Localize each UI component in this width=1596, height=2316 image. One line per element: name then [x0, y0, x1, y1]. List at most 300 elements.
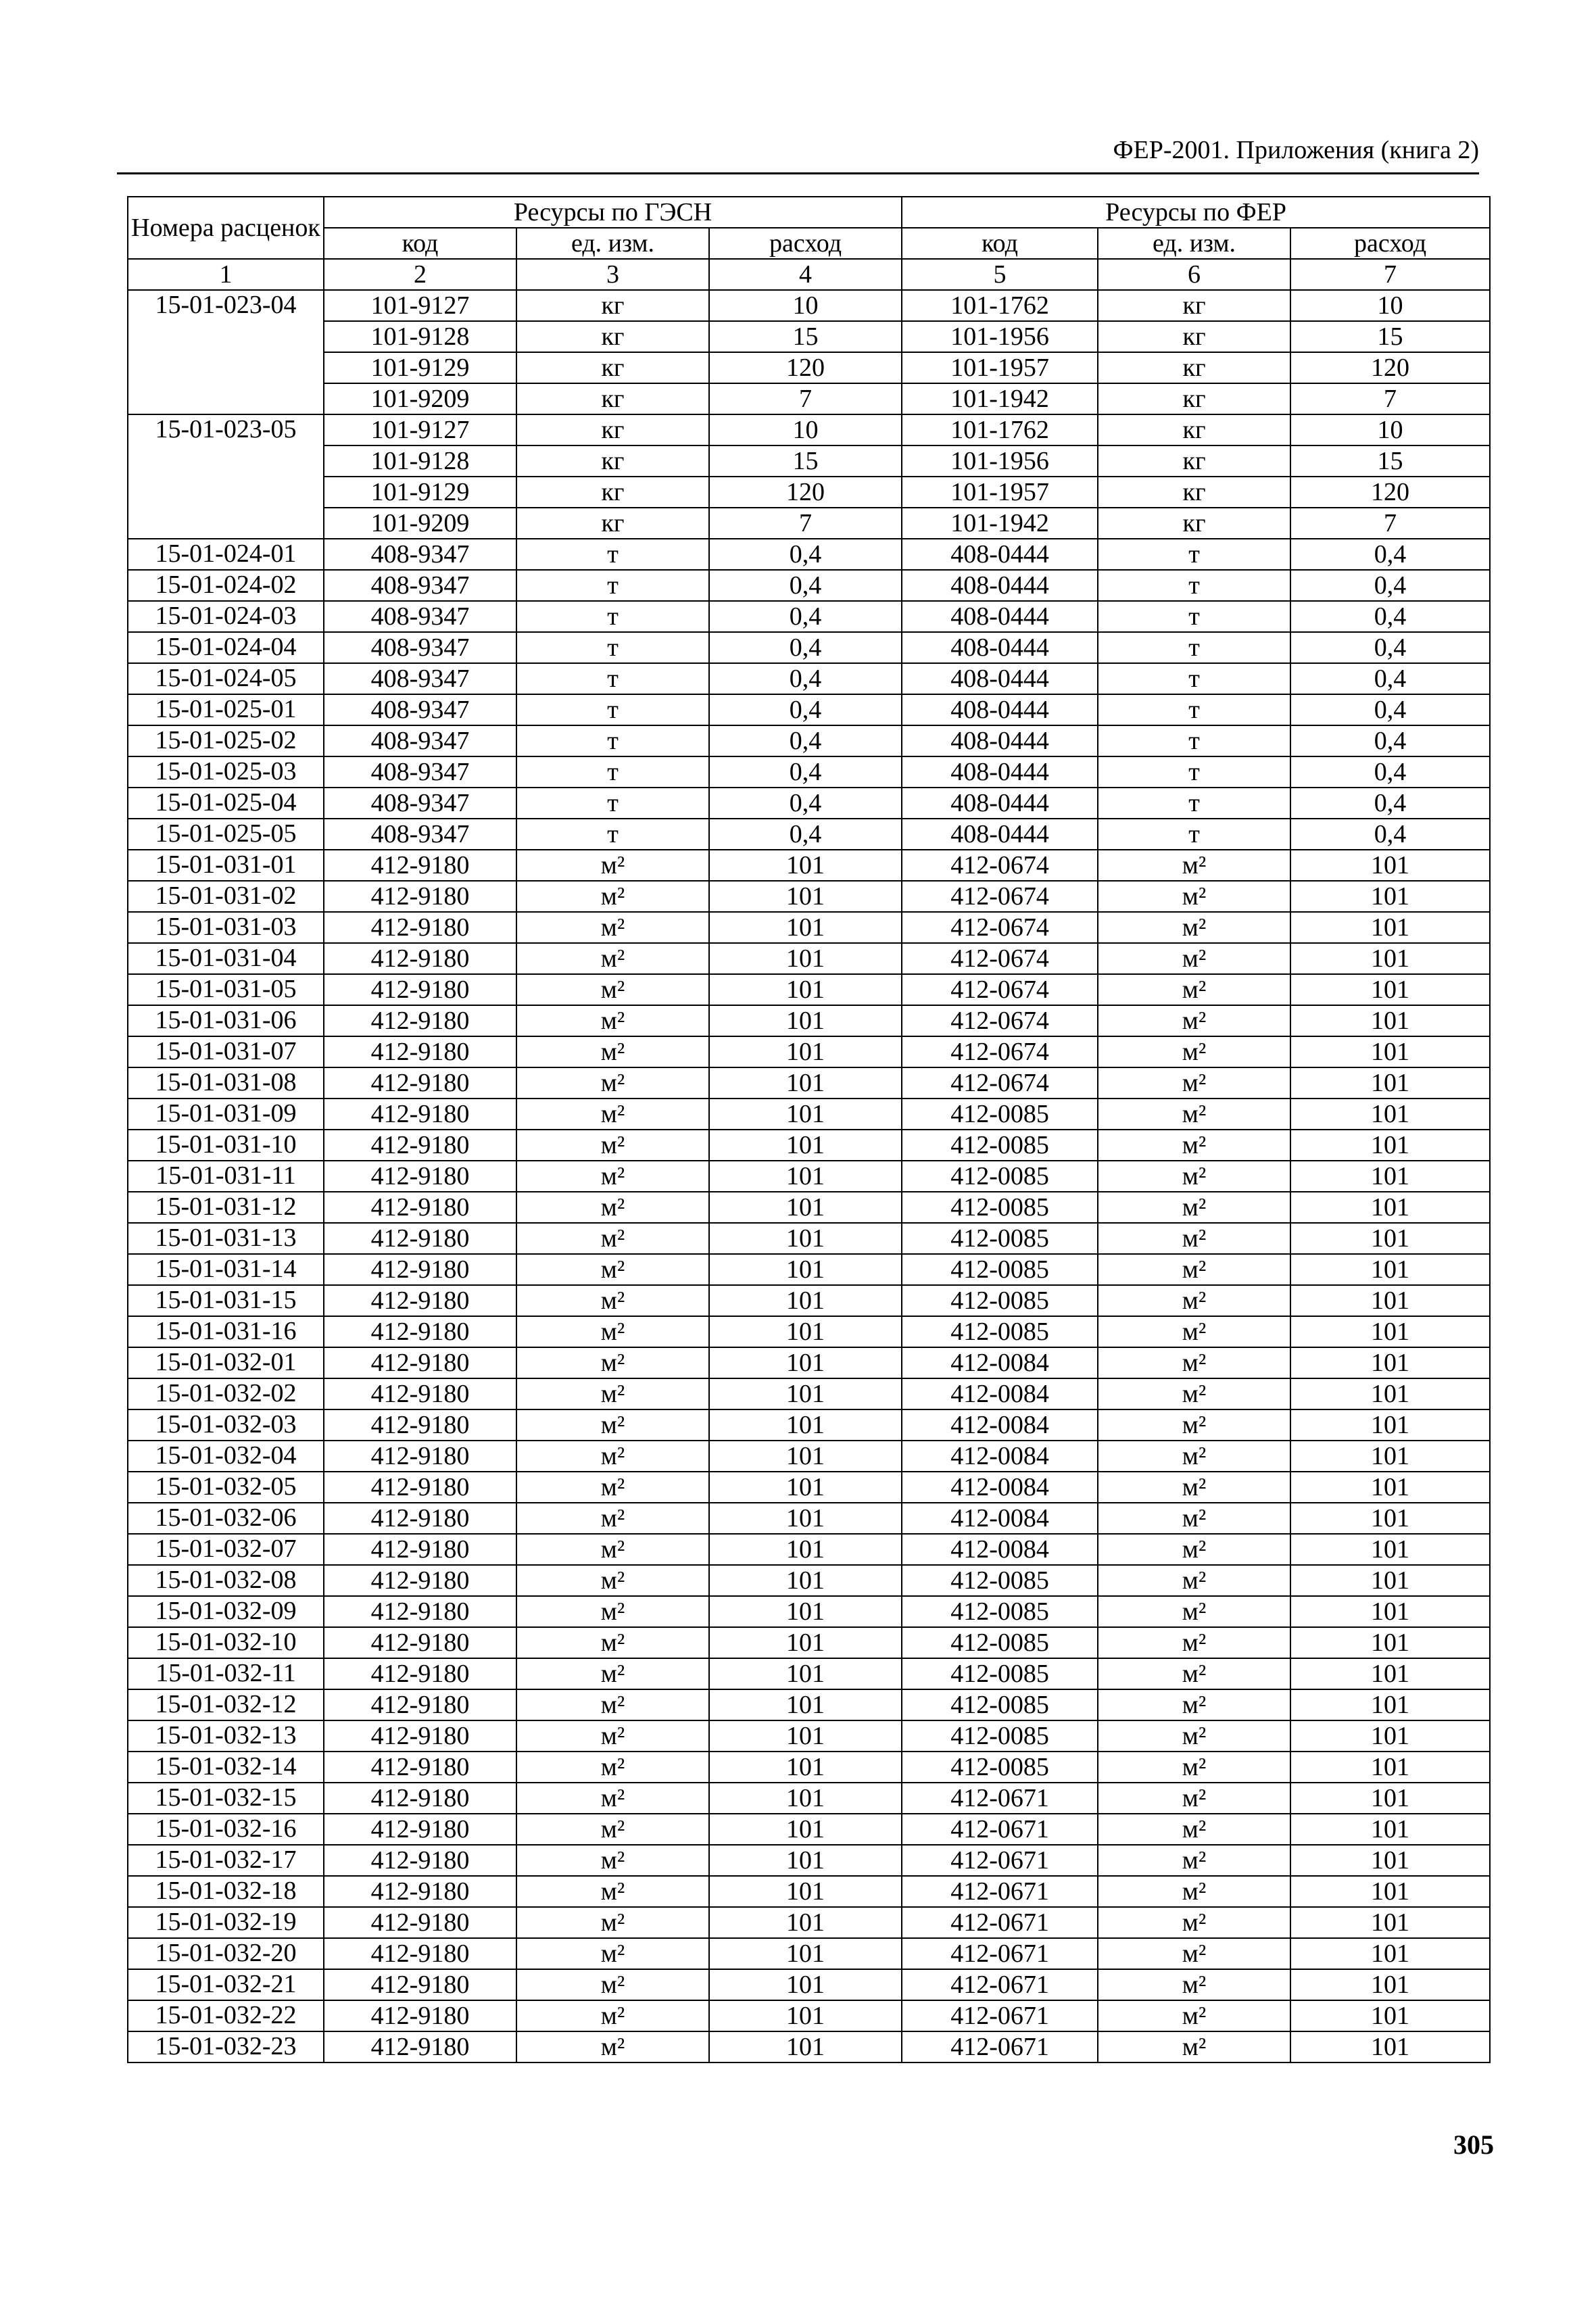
rate-number-cell: 15-01-032-14: [128, 1752, 324, 1783]
fer-usage-cell: 101: [1290, 1565, 1490, 1596]
fer-code-cell: 408-0444: [902, 819, 1098, 850]
fer-usage-cell: 120: [1290, 352, 1490, 383]
gesn-usage-cell: 10: [709, 414, 902, 445]
fer-unit-cell: м²: [1098, 1441, 1290, 1472]
gesn-usage-cell: 101: [709, 1907, 902, 1938]
rate-number-cell: 15-01-024-04: [128, 632, 324, 663]
table-row: [128, 570, 1490, 601]
fer-usage-cell: 101: [1290, 974, 1490, 1005]
fer-usage-cell: 120: [1290, 477, 1490, 508]
rate-number-cell: 15-01-032-13: [128, 1720, 324, 1752]
fer-usage-cell: 10: [1290, 290, 1490, 321]
fer-usage-cell: 0,4: [1290, 788, 1490, 819]
column-number-row: [128, 259, 1490, 290]
gesn-usage-cell: 101: [709, 974, 902, 1005]
gesn-usage-cell: 101: [709, 2000, 902, 2031]
gesn-code-cell: 101-9128: [324, 445, 516, 477]
page-number: 305: [1453, 2129, 1494, 2160]
fer-code-cell: 408-0444: [902, 756, 1098, 788]
rate-number-cell: 15-01-024-01: [128, 539, 324, 570]
table-row: [128, 1409, 1490, 1441]
gesn-usage-cell: 101: [709, 1316, 902, 1347]
fer-unit-cell: м²: [1098, 881, 1290, 912]
fer-code-cell: 412-0671: [902, 1783, 1098, 1814]
column-number: 1: [128, 259, 324, 290]
fer-usage-cell: 7: [1290, 383, 1490, 414]
table-row: [128, 1223, 1490, 1254]
fer-code-cell: 408-0444: [902, 788, 1098, 819]
table-row: [128, 1534, 1490, 1565]
table-row: [128, 881, 1490, 912]
gesn-usage-cell: 101: [709, 1658, 902, 1689]
fer-unit-cell: м²: [1098, 1067, 1290, 1099]
header-gesn-usage: расход: [709, 228, 902, 259]
gesn-unit-cell: кг: [516, 321, 709, 352]
header-fer-code: код: [902, 228, 1098, 259]
table-row: [128, 1783, 1490, 1814]
gesn-usage-cell: 101: [709, 943, 902, 974]
fer-usage-cell: 0,4: [1290, 539, 1490, 570]
fer-code-cell: 412-0085: [902, 1720, 1098, 1752]
table-row: [128, 725, 1490, 756]
header-gesn-unit: ед. изм.: [516, 228, 709, 259]
gesn-unit-cell: т: [516, 725, 709, 756]
gesn-code-cell: 412-9180: [324, 1969, 516, 2000]
gesn-code-cell: 412-9180: [324, 1472, 516, 1503]
fer-code-cell: 101-1942: [902, 508, 1098, 539]
fer-usage-cell: 101: [1290, 1347, 1490, 1378]
fer-unit-cell: м²: [1098, 1409, 1290, 1441]
gesn-unit-cell: т: [516, 788, 709, 819]
table-row: [128, 1720, 1490, 1752]
fer-code-cell: 412-0674: [902, 1067, 1098, 1099]
gesn-usage-cell: 101: [709, 1752, 902, 1783]
fer-code-cell: 412-0085: [902, 1658, 1098, 1689]
fer-unit-cell: кг: [1098, 352, 1290, 383]
fer-usage-cell: 101: [1290, 1845, 1490, 1876]
rate-number-cell: 15-01-032-10: [128, 1627, 324, 1658]
column-number: 7: [1290, 259, 1490, 290]
gesn-code-cell: 412-9180: [324, 1441, 516, 1472]
gesn-code-cell: 412-9180: [324, 881, 516, 912]
fer-unit-cell: т: [1098, 632, 1290, 663]
rate-number-cell: 15-01-031-13: [128, 1223, 324, 1254]
rate-number-cell: 15-01-032-18: [128, 1876, 324, 1907]
rate-number-cell: 15-01-024-05: [128, 663, 324, 694]
gesn-usage-cell: 0,4: [709, 756, 902, 788]
gesn-usage-cell: 120: [709, 352, 902, 383]
rate-number-cell: 15-01-032-20: [128, 1938, 324, 1969]
gesn-code-cell: 412-9180: [324, 1503, 516, 1534]
gesn-unit-cell: м²: [516, 1689, 709, 1720]
gesn-code-cell: 408-9347: [324, 663, 516, 694]
fer-usage-cell: 101: [1290, 1627, 1490, 1658]
gesn-usage-cell: 101: [709, 1565, 902, 1596]
gesn-usage-cell: 0,4: [709, 539, 902, 570]
gesn-usage-cell: 101: [709, 1005, 902, 1036]
fer-unit-cell: м²: [1098, 1347, 1290, 1378]
fer-unit-cell: м²: [1098, 1783, 1290, 1814]
gesn-code-cell: 412-9180: [324, 1192, 516, 1223]
gesn-code-cell: 101-9129: [324, 477, 516, 508]
fer-unit-cell: м²: [1098, 1689, 1290, 1720]
gesn-code-cell: 412-9180: [324, 1720, 516, 1752]
table-row: [128, 414, 1490, 445]
fer-usage-cell: 101: [1290, 1285, 1490, 1316]
gesn-usage-cell: 101: [709, 1876, 902, 1907]
fer-usage-cell: 101: [1290, 1752, 1490, 1783]
fer-usage-cell: 101: [1290, 912, 1490, 943]
gesn-unit-cell: т: [516, 756, 709, 788]
gesn-code-cell: 412-9180: [324, 1067, 516, 1099]
table-row: [128, 1969, 1490, 2000]
fer-code-cell: 412-0085: [902, 1161, 1098, 1192]
fer-code-cell: 101-1957: [902, 477, 1098, 508]
rate-number-cell: 15-01-032-06: [128, 1503, 324, 1534]
gesn-usage-cell: 101: [709, 1130, 902, 1161]
gesn-unit-cell: м²: [516, 974, 709, 1005]
gesn-unit-cell: м²: [516, 1347, 709, 1378]
table-body: [128, 290, 1490, 2062]
column-number: 6: [1098, 259, 1290, 290]
running-header: ФЕР-2001. Приложения (книга 2): [1113, 136, 1479, 164]
column-number: 5: [902, 259, 1098, 290]
rate-number-cell: 15-01-031-07: [128, 1036, 324, 1067]
gesn-unit-cell: м²: [516, 1907, 709, 1938]
gesn-usage-cell: 101: [709, 1938, 902, 1969]
gesn-usage-cell: 0,4: [709, 694, 902, 725]
fer-code-cell: 412-0671: [902, 1814, 1098, 1845]
fer-usage-cell: 101: [1290, 1658, 1490, 1689]
gesn-code-cell: 412-9180: [324, 1223, 516, 1254]
rate-number-cell: 15-01-025-05: [128, 819, 324, 850]
fer-unit-cell: кг: [1098, 290, 1290, 321]
header-fer: Ресурсы по ФЕР: [902, 197, 1490, 228]
table-row: [128, 383, 1490, 414]
table-row: [128, 1876, 1490, 1907]
table-row: [128, 1627, 1490, 1658]
fer-usage-cell: 0,4: [1290, 632, 1490, 663]
gesn-unit-cell: м²: [516, 1005, 709, 1036]
fer-unit-cell: м²: [1098, 850, 1290, 881]
rate-number-cell: 15-01-023-05: [128, 414, 324, 539]
fer-unit-cell: т: [1098, 725, 1290, 756]
gesn-unit-cell: м²: [516, 1409, 709, 1441]
fer-unit-cell: т: [1098, 756, 1290, 788]
gesn-code-cell: 101-9209: [324, 508, 516, 539]
fer-usage-cell: 101: [1290, 1503, 1490, 1534]
gesn-code-cell: 412-9180: [324, 1036, 516, 1067]
fer-usage-cell: 101: [1290, 1130, 1490, 1161]
gesn-usage-cell: 101: [709, 1534, 902, 1565]
table-row: [128, 1441, 1490, 1472]
fer-unit-cell: м²: [1098, 1814, 1290, 1845]
table-row: [128, 601, 1490, 632]
table-row: [128, 1005, 1490, 1036]
fer-code-cell: 412-0085: [902, 1689, 1098, 1720]
gesn-unit-cell: кг: [516, 352, 709, 383]
fer-unit-cell: м²: [1098, 1938, 1290, 1969]
table-row: [128, 850, 1490, 881]
gesn-unit-cell: кг: [516, 414, 709, 445]
gesn-code-cell: 412-9180: [324, 1658, 516, 1689]
rate-number-cell: 15-01-031-06: [128, 1005, 324, 1036]
gesn-unit-cell: м²: [516, 1596, 709, 1627]
table-row: [128, 1472, 1490, 1503]
gesn-code-cell: 412-9180: [324, 2000, 516, 2031]
rate-number-cell: 15-01-031-09: [128, 1099, 324, 1130]
rate-number-cell: 15-01-032-23: [128, 2031, 324, 2062]
gesn-usage-cell: 120: [709, 477, 902, 508]
fer-code-cell: 412-0085: [902, 1254, 1098, 1285]
fer-usage-cell: 0,4: [1290, 570, 1490, 601]
gesn-unit-cell: т: [516, 694, 709, 725]
fer-unit-cell: м²: [1098, 1596, 1290, 1627]
fer-usage-cell: 101: [1290, 1223, 1490, 1254]
gesn-usage-cell: 10: [709, 290, 902, 321]
rate-number-cell: 15-01-032-08: [128, 1565, 324, 1596]
gesn-code-cell: 412-9180: [324, 1627, 516, 1658]
gesn-usage-cell: 0,4: [709, 601, 902, 632]
gesn-code-cell: 412-9180: [324, 1316, 516, 1347]
rate-number-cell: 15-01-032-15: [128, 1783, 324, 1814]
table-row: [128, 819, 1490, 850]
gesn-usage-cell: 101: [709, 1067, 902, 1099]
gesn-code-cell: 412-9180: [324, 1938, 516, 1969]
header-row-columns: [128, 228, 1490, 259]
gesn-unit-cell: м²: [516, 1223, 709, 1254]
rate-number-cell: 15-01-032-12: [128, 1689, 324, 1720]
gesn-unit-cell: т: [516, 819, 709, 850]
fer-usage-cell: 101: [1290, 1192, 1490, 1223]
rate-number-cell: 15-01-031-03: [128, 912, 324, 943]
fer-code-cell: 408-0444: [902, 725, 1098, 756]
table-row: [128, 943, 1490, 974]
gesn-code-cell: 412-9180: [324, 1565, 516, 1596]
rate-number-cell: 15-01-032-17: [128, 1845, 324, 1876]
fer-unit-cell: м²: [1098, 1752, 1290, 1783]
rate-number-cell: 15-01-024-03: [128, 601, 324, 632]
fer-code-cell: 412-0085: [902, 1223, 1098, 1254]
gesn-code-cell: 412-9180: [324, 1752, 516, 1783]
gesn-code-cell: 412-9180: [324, 1783, 516, 1814]
fer-usage-cell: 101: [1290, 1783, 1490, 1814]
header-fer-usage: расход: [1290, 228, 1490, 259]
gesn-code-cell: 412-9180: [324, 1161, 516, 1192]
table-row: [128, 508, 1490, 539]
fer-usage-cell: 0,4: [1290, 694, 1490, 725]
fer-usage-cell: 101: [1290, 1378, 1490, 1409]
fer-usage-cell: 101: [1290, 1534, 1490, 1565]
rate-number-cell: 15-01-032-01: [128, 1347, 324, 1378]
table-row: [128, 694, 1490, 725]
fer-usage-cell: 101: [1290, 850, 1490, 881]
fer-unit-cell: м²: [1098, 1223, 1290, 1254]
gesn-unit-cell: м²: [516, 1378, 709, 1409]
fer-code-cell: 412-0085: [902, 1130, 1098, 1161]
table-row: [128, 1099, 1490, 1130]
rate-number-cell: 15-01-031-01: [128, 850, 324, 881]
gesn-code-cell: 412-9180: [324, 1876, 516, 1907]
table-row: [128, 1378, 1490, 1409]
fer-unit-cell: м²: [1098, 1285, 1290, 1316]
table-row: [128, 445, 1490, 477]
gesn-unit-cell: м²: [516, 2000, 709, 2031]
fer-unit-cell: т: [1098, 819, 1290, 850]
header-rule: [117, 172, 1479, 174]
fer-unit-cell: м²: [1098, 943, 1290, 974]
fer-unit-cell: м²: [1098, 1876, 1290, 1907]
fer-code-cell: 412-0674: [902, 1036, 1098, 1067]
fer-usage-cell: 101: [1290, 1720, 1490, 1752]
gesn-unit-cell: м²: [516, 1441, 709, 1472]
table-row: [128, 912, 1490, 943]
fer-code-cell: 412-0674: [902, 943, 1098, 974]
table-row: [128, 1658, 1490, 1689]
gesn-unit-cell: м²: [516, 881, 709, 912]
fer-unit-cell: м²: [1098, 1130, 1290, 1161]
rate-number-cell: 15-01-031-15: [128, 1285, 324, 1316]
rate-number-cell: 15-01-032-05: [128, 1472, 324, 1503]
gesn-code-cell: 408-9347: [324, 694, 516, 725]
fer-usage-cell: 101: [1290, 1876, 1490, 1907]
gesn-code-cell: 101-9127: [324, 414, 516, 445]
gesn-usage-cell: 101: [709, 1378, 902, 1409]
gesn-usage-cell: 101: [709, 850, 902, 881]
fer-code-cell: 412-0674: [902, 912, 1098, 943]
gesn-usage-cell: 101: [709, 1161, 902, 1192]
table-row: [128, 1565, 1490, 1596]
fer-code-cell: 412-0084: [902, 1534, 1098, 1565]
fer-unit-cell: м²: [1098, 2031, 1290, 2062]
fer-unit-cell: м²: [1098, 1503, 1290, 1534]
gesn-usage-cell: 0,4: [709, 788, 902, 819]
fer-usage-cell: 15: [1290, 321, 1490, 352]
header-gesn: Ресурсы по ГЭСН: [324, 197, 902, 228]
gesn-usage-cell: 101: [709, 1099, 902, 1130]
fer-usage-cell: 0,4: [1290, 601, 1490, 632]
gesn-usage-cell: 101: [709, 1472, 902, 1503]
fer-unit-cell: кг: [1098, 414, 1290, 445]
rate-number-cell: 15-01-032-16: [128, 1814, 324, 1845]
fer-unit-cell: м²: [1098, 1099, 1290, 1130]
gesn-unit-cell: м²: [516, 2031, 709, 2062]
gesn-code-cell: 408-9347: [324, 819, 516, 850]
gesn-code-cell: 408-9347: [324, 788, 516, 819]
fer-usage-cell: 101: [1290, 1161, 1490, 1192]
gesn-code-cell: 408-9347: [324, 725, 516, 756]
fer-unit-cell: т: [1098, 601, 1290, 632]
gesn-unit-cell: м²: [516, 1876, 709, 1907]
gesn-code-cell: 412-9180: [324, 943, 516, 974]
gesn-unit-cell: м²: [516, 1845, 709, 1876]
fer-unit-cell: м²: [1098, 1316, 1290, 1347]
table-head: [128, 197, 1490, 290]
fer-code-cell: 408-0444: [902, 663, 1098, 694]
gesn-code-cell: 101-9129: [324, 352, 516, 383]
gesn-usage-cell: 101: [709, 1192, 902, 1223]
gesn-usage-cell: 101: [709, 1783, 902, 1814]
fer-code-cell: 101-1957: [902, 352, 1098, 383]
rate-number-cell: 15-01-031-14: [128, 1254, 324, 1285]
rate-number-cell: 15-01-032-21: [128, 1969, 324, 2000]
gesn-unit-cell: м²: [516, 1130, 709, 1161]
fer-unit-cell: т: [1098, 694, 1290, 725]
gesn-usage-cell: 0,4: [709, 570, 902, 601]
gesn-unit-cell: м²: [516, 943, 709, 974]
table-row: [128, 1254, 1490, 1285]
gesn-code-cell: 412-9180: [324, 1814, 516, 1845]
table-row: [128, 1130, 1490, 1161]
fer-usage-cell: 101: [1290, 1472, 1490, 1503]
fer-usage-cell: 101: [1290, 1596, 1490, 1627]
table-row: [128, 1752, 1490, 1783]
fer-code-cell: 412-0084: [902, 1409, 1098, 1441]
fer-usage-cell: 101: [1290, 1005, 1490, 1036]
fer-usage-cell: 101: [1290, 1938, 1490, 1969]
gesn-code-cell: 412-9180: [324, 1099, 516, 1130]
fer-code-cell: 412-0085: [902, 1565, 1098, 1596]
gesn-code-cell: 412-9180: [324, 850, 516, 881]
fer-code-cell: 412-0671: [902, 1969, 1098, 2000]
fer-code-cell: 408-0444: [902, 601, 1098, 632]
fer-code-cell: 412-0084: [902, 1441, 1098, 1472]
fer-usage-cell: 0,4: [1290, 819, 1490, 850]
fer-code-cell: 408-0444: [902, 570, 1098, 601]
gesn-code-cell: 412-9180: [324, 1907, 516, 1938]
gesn-unit-cell: т: [516, 663, 709, 694]
gesn-code-cell: 412-9180: [324, 1378, 516, 1409]
header-gesn-code: код: [324, 228, 516, 259]
gesn-code-cell: 412-9180: [324, 1409, 516, 1441]
gesn-code-cell: 412-9180: [324, 1130, 516, 1161]
table-row: [128, 974, 1490, 1005]
gesn-code-cell: 412-9180: [324, 1596, 516, 1627]
gesn-usage-cell: 0,4: [709, 663, 902, 694]
gesn-code-cell: 412-9180: [324, 912, 516, 943]
table-row: [128, 1161, 1490, 1192]
fer-usage-cell: 101: [1290, 943, 1490, 974]
table-row: [128, 1596, 1490, 1627]
fer-unit-cell: кг: [1098, 477, 1290, 508]
rate-number-cell: 15-01-032-09: [128, 1596, 324, 1627]
fer-code-cell: 412-0671: [902, 1938, 1098, 1969]
gesn-code-cell: 412-9180: [324, 974, 516, 1005]
rate-number-cell: 15-01-032-07: [128, 1534, 324, 1565]
rate-number-cell: 15-01-031-02: [128, 881, 324, 912]
rate-number-cell: 15-01-024-02: [128, 570, 324, 601]
gesn-usage-cell: 101: [709, 1596, 902, 1627]
gesn-usage-cell: 15: [709, 321, 902, 352]
fer-code-cell: 101-1762: [902, 414, 1098, 445]
gesn-unit-cell: кг: [516, 477, 709, 508]
fer-code-cell: 412-0674: [902, 974, 1098, 1005]
gesn-code-cell: 412-9180: [324, 1347, 516, 1378]
gesn-unit-cell: м²: [516, 1161, 709, 1192]
fer-code-cell: 412-0674: [902, 1005, 1098, 1036]
fer-unit-cell: м²: [1098, 1658, 1290, 1689]
fer-code-cell: 412-0085: [902, 1752, 1098, 1783]
rate-number-cell: 15-01-025-04: [128, 788, 324, 819]
rate-number-cell: 15-01-031-05: [128, 974, 324, 1005]
table-container: [127, 196, 1489, 2063]
gesn-unit-cell: т: [516, 601, 709, 632]
fer-usage-cell: 101: [1290, 1036, 1490, 1067]
gesn-unit-cell: м²: [516, 1316, 709, 1347]
fer-code-cell: 101-1956: [902, 445, 1098, 477]
gesn-unit-cell: м²: [516, 1565, 709, 1596]
gesn-unit-cell: м²: [516, 1067, 709, 1099]
